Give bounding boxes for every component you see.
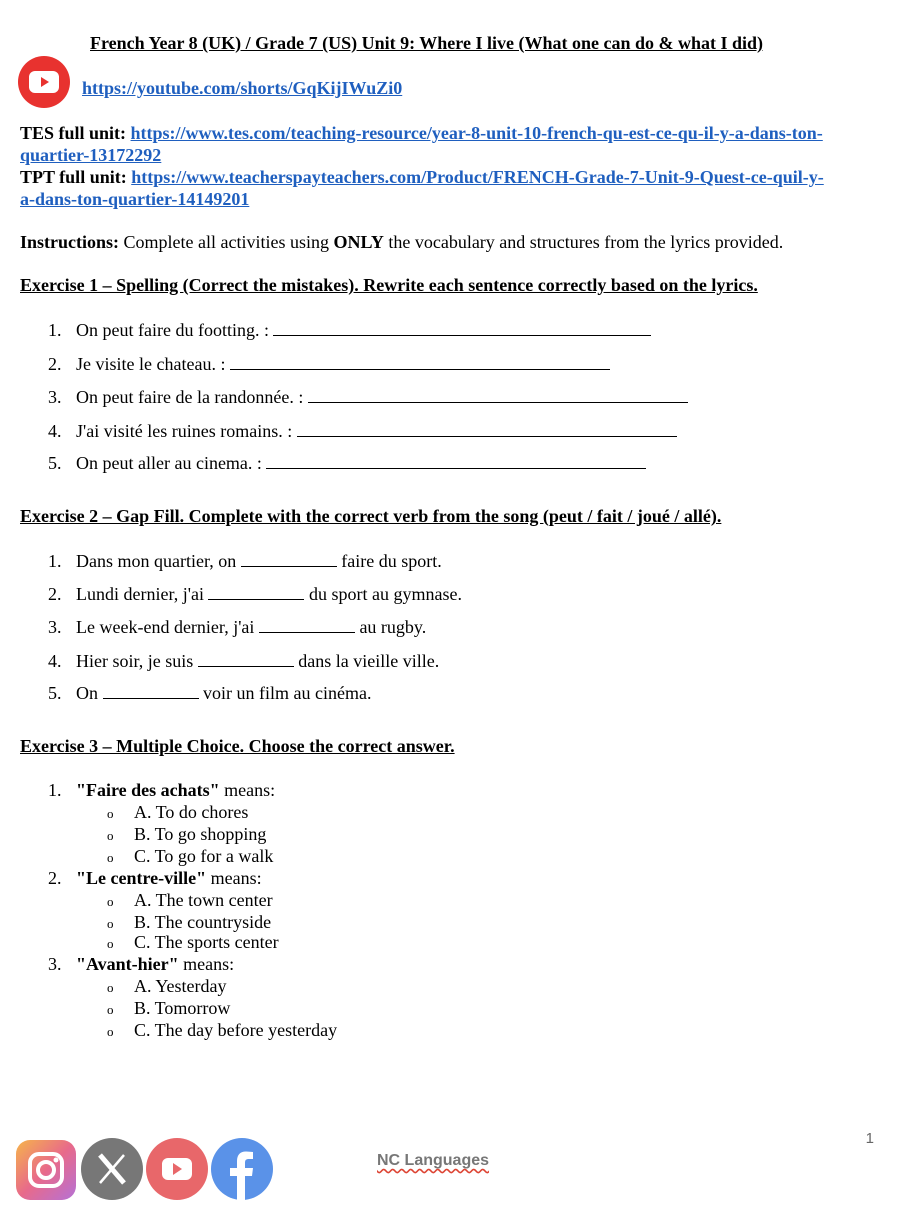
exercise-2-item bbox=[48, 583, 462, 605]
youtube-icon[interactable] bbox=[18, 56, 70, 108]
exercise-1-item bbox=[48, 420, 677, 442]
bullet-icon: o bbox=[107, 936, 114, 951]
option-text: C. The day before yesterday bbox=[134, 1020, 338, 1040]
answer-option[interactable] bbox=[107, 1020, 337, 1041]
tes-link[interactable]: https://www.tes.com/teaching-resource/year-8-unit-10-french-qu-est-ce-qu-il-y-a-dans-ton- bbox=[130, 123, 823, 143]
item-text-after: voir un film au cinéma. bbox=[198, 683, 372, 703]
answer-option[interactable] bbox=[107, 912, 271, 933]
gap-blank[interactable] bbox=[241, 550, 337, 567]
answer-line[interactable] bbox=[308, 386, 688, 403]
gap-blank[interactable] bbox=[103, 682, 199, 699]
item-text-before: Le week-end dernier, j'ai bbox=[76, 617, 259, 637]
gap-blank[interactable] bbox=[259, 616, 355, 633]
exercise-2-item bbox=[48, 682, 371, 704]
answer-option[interactable] bbox=[107, 976, 227, 997]
item-number: 5. bbox=[48, 683, 62, 703]
option-text: C. The sports center bbox=[134, 932, 279, 952]
item-text: On peut faire de la randonnée. : bbox=[76, 387, 308, 407]
item-text-after: faire du sport. bbox=[336, 551, 442, 571]
answer-option[interactable] bbox=[107, 932, 279, 953]
item-number: 3. bbox=[48, 617, 62, 637]
item-text: On peut faire du footting. : bbox=[76, 320, 274, 340]
question-suffix: means: bbox=[219, 780, 276, 800]
answer-option[interactable] bbox=[107, 824, 266, 845]
instructions bbox=[20, 231, 880, 253]
answer-line[interactable] bbox=[266, 452, 646, 469]
instagram-icon[interactable] bbox=[16, 1140, 76, 1200]
item-text-before: Hier soir, je suis bbox=[76, 651, 198, 671]
exercise-3-heading: Exercise 3 – Multiple Choice. Choose the correct answer. bbox=[20, 736, 455, 756]
option-text: A. Yesterday bbox=[134, 976, 227, 996]
exercise-1-item bbox=[48, 353, 610, 375]
question-number: 2. bbox=[48, 868, 62, 888]
question-suffix: means: bbox=[206, 868, 262, 888]
bullet-icon: o bbox=[107, 850, 114, 865]
item-text: On peut aller au cinema. : bbox=[76, 453, 267, 473]
question-term: "Faire des achats" bbox=[76, 780, 220, 800]
answer-option[interactable] bbox=[107, 846, 273, 867]
answer-line[interactable] bbox=[230, 353, 610, 370]
question-number: 3. bbox=[48, 954, 62, 974]
item-number: 1. bbox=[48, 551, 62, 571]
instructions-label: Instructions: bbox=[20, 232, 120, 252]
option-text: C. To go for a walk bbox=[134, 846, 274, 866]
bullet-icon: o bbox=[107, 806, 114, 821]
instructions-text: Complete all activities using bbox=[119, 232, 334, 252]
item-text-after: dans la vieille ville. bbox=[293, 651, 440, 671]
exercise-2-item bbox=[48, 650, 439, 672]
answer-line[interactable] bbox=[273, 319, 651, 336]
item-text: Je visite le chateau. : bbox=[76, 354, 230, 374]
tpt-unit-line bbox=[20, 166, 880, 210]
question bbox=[48, 868, 262, 889]
instructions-text-end: the vocabulary and structures from the lyrics provided. bbox=[383, 232, 784, 252]
exercise-1-item bbox=[48, 386, 688, 408]
answer-option[interactable] bbox=[107, 998, 230, 1019]
tes-label: TES full unit: bbox=[20, 123, 127, 143]
tpt-link[interactable]: https://www.teacherspayteachers.com/Product/FRENCH-Grade-7-Unit-9-Quest-ce-quil-y- bbox=[131, 167, 824, 187]
item-number: 4. bbox=[48, 651, 62, 671]
option-text: A. The town center bbox=[134, 890, 273, 910]
question bbox=[48, 954, 234, 975]
item-number: 4. bbox=[48, 421, 62, 441]
exercise-1-heading: Exercise 1 – Spelling (Correct the mistakes). Rewrite each sentence correctly based on the lyrics. bbox=[20, 275, 758, 295]
option-text: B. Tomorrow bbox=[134, 998, 231, 1018]
bullet-icon: o bbox=[107, 980, 114, 995]
question-term: "Le centre-ville" bbox=[76, 868, 207, 888]
item-text-after: au rugby. bbox=[354, 617, 427, 637]
item-text-before: Lundi dernier, j'ai bbox=[76, 584, 209, 604]
option-text: A. To do chores bbox=[134, 802, 249, 822]
item-text-before: Dans mon quartier, on bbox=[76, 551, 241, 571]
facebook-icon[interactable] bbox=[211, 1138, 273, 1200]
answer-option[interactable] bbox=[107, 802, 248, 823]
exercise-2-item bbox=[48, 550, 442, 572]
question-number: 1. bbox=[48, 780, 62, 800]
bullet-icon: o bbox=[107, 1002, 114, 1017]
footer-brand: NC Languages bbox=[377, 1152, 490, 1169]
item-text-after: du sport au gymnase. bbox=[304, 584, 462, 604]
x-icon[interactable] bbox=[81, 1138, 143, 1200]
option-text: B. To go shopping bbox=[134, 824, 267, 844]
answer-option[interactable] bbox=[107, 890, 273, 911]
instructions-emphasis: ONLY bbox=[333, 232, 384, 252]
tes-unit-line bbox=[20, 122, 880, 166]
question-suffix: means: bbox=[178, 954, 235, 974]
gap-blank[interactable] bbox=[208, 583, 304, 600]
document-title: French Year 8 (UK) / Grade 7 (US) Unit 9: Where I live (What one can do & what I did) bbox=[90, 33, 763, 53]
tpt-link-continued[interactable]: a-dans-ton-quartier-14149201 bbox=[20, 189, 250, 209]
question bbox=[48, 780, 275, 801]
gap-blank[interactable] bbox=[198, 650, 294, 667]
option-text: B. The countryside bbox=[134, 912, 272, 932]
bullet-icon: o bbox=[107, 894, 114, 909]
item-number: 2. bbox=[48, 584, 62, 604]
item-number: 2. bbox=[48, 354, 62, 374]
item-number: 5. bbox=[48, 453, 62, 473]
tes-link-continued[interactable]: quartier-13172292 bbox=[20, 145, 162, 165]
exercise-2-item bbox=[48, 616, 426, 638]
page-number: 1 bbox=[865, 1130, 874, 1147]
answer-line[interactable] bbox=[297, 420, 677, 437]
bullet-icon: o bbox=[107, 828, 114, 843]
question-term: "Avant-hier" bbox=[76, 954, 179, 974]
exercise-2-heading: Exercise 2 – Gap Fill. Complete with the correct verb from the song (peut / fait / joué / allé). bbox=[20, 506, 722, 526]
youtube-icon[interactable] bbox=[146, 1138, 208, 1200]
tpt-label: TPT full unit: bbox=[20, 167, 127, 187]
bullet-icon: o bbox=[107, 916, 114, 931]
item-number: 3. bbox=[48, 387, 62, 407]
exercise-1-item bbox=[48, 319, 651, 341]
item-text-before: On bbox=[76, 683, 103, 703]
youtube-link[interactable]: https://youtube.com/shorts/GqKijIWuZi0 bbox=[82, 78, 403, 98]
item-number: 1. bbox=[48, 320, 62, 340]
bullet-icon: o bbox=[107, 1024, 114, 1039]
item-text: J'ai visité les ruines romains. : bbox=[76, 421, 297, 441]
exercise-1-item bbox=[48, 452, 646, 474]
